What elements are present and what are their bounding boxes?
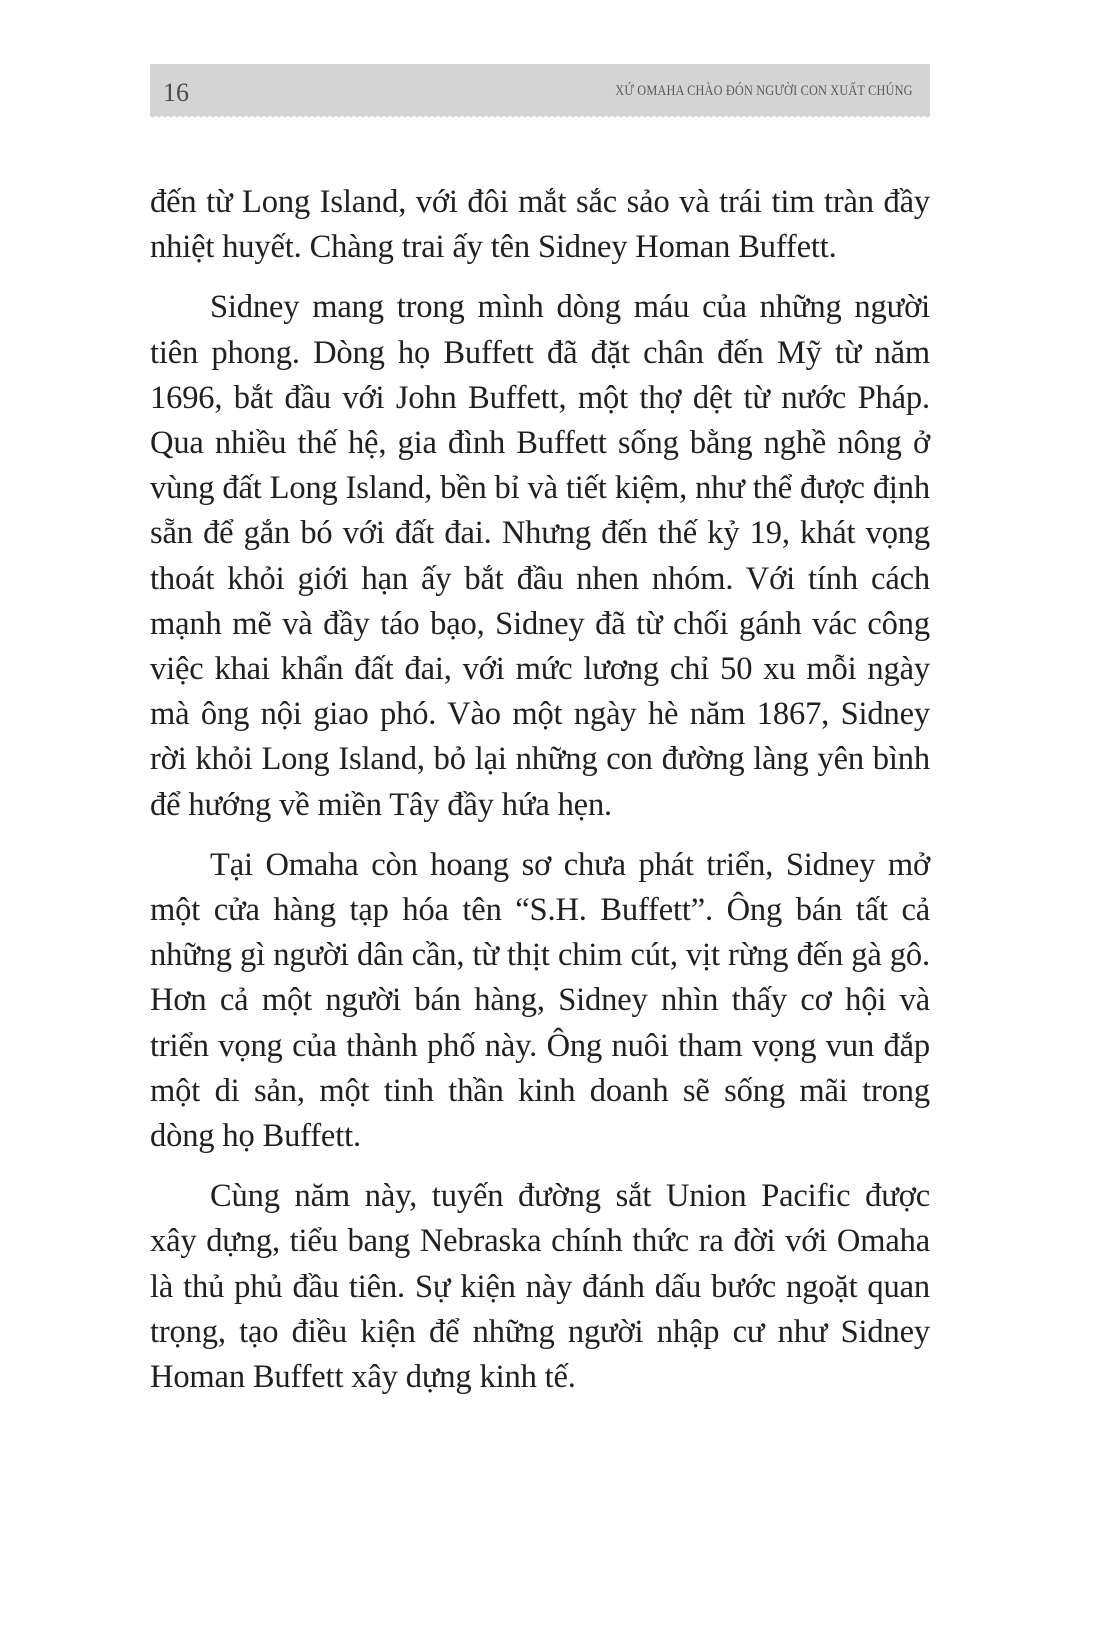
page-body [150, 180, 930, 1415]
paragraph-sh-buffett-store: Tại Omaha còn hoang sơ chưa phát triển, Sidney mở một cửa hàng tạp hóa tên “S.H. Buffett”. Ông bán tất cả những gì người dân cần, từ thịt chim cút, vịt rừng đến gà gô. Hơn cả một người bán hàng, Sidney nhìn thấy cơ hội và triển vọng của thành phố này. Ông nuôi tham vọng vun đắp một di sản, một tinh thần kinh doanh sẽ sống mãi trong dòng họ Buffett. [150, 846, 930, 1155]
page-number: 16 [163, 78, 189, 107]
running-title: XỨ OMAHA CHÀO ĐÓN NGƯỜI CON XUẤT CHÚNG [615, 83, 913, 99]
page-header [150, 64, 930, 116]
paragraph-sidney-ancestry: Sidney mang trong mình dòng máu của những người tiên phong. Dòng họ Buffett đã đặt chân đến Mỹ từ năm 1696, bắt đầu với John Buffett, một thợ dệt từ nước Pháp. Qua nhiều thế hệ, gia đình Buffett sống bằng nghề nông ở vùng đất Long Island, bền bỉ và tiết kiệm, như thể được định sẵn để gắn bó với đất đai. Nhưng đến thế kỷ 19, khát vọng thoát khỏi giới hạn ấy bắt đầu nhen nhóm. Với tính cách mạnh mẽ và đầy táo bạo, Sidney đã từ chối gánh vác công việc khai khẩn đất đai, với mức lương chỉ 50 xu mỗi ngày mà ông nội giao phó. Vào một ngày hè năm 1867, Sidney rời khỏi Long Island, bỏ lại những con đường làng yên bình để hướng về miền Tây đầy hứa hẹn. [150, 289, 930, 823]
paragraph-union-pacific: Cùng năm này, tuyến đường sắt Union Pacific được xây dựng, tiểu bang Nebraska chính thức ra đời với Omaha là thủ phủ đầu tiên. Sự kiện này đánh dấu bước ngoặt quan trọng, tạo điều kiện để những người nhập cư như Sidney Homan Buffett xây dựng kinh tế. [150, 1178, 930, 1396]
paragraph-continuation: đến từ Long Island, với đôi mắt sắc sảo và trái tim tràn đầy nhiệt huyết. Chàng trai ấy tên Sidney Homan Buffett. [150, 184, 930, 266]
